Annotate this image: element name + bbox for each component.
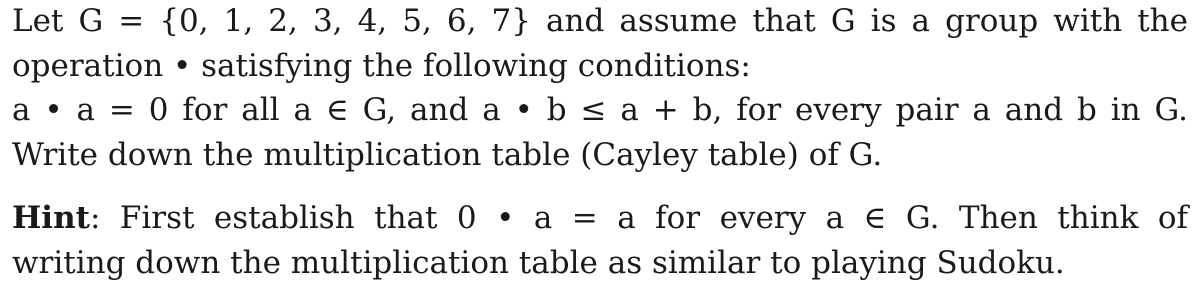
hint-line-1 bbox=[12, 200, 1188, 236]
hint-label: Hint bbox=[12, 200, 90, 236]
problem-line-1: Let G = {0, 1, 2, 3, 4, 5, 6, 7} and assume that G is a group with the bbox=[12, 3, 1188, 39]
hint-line-1-text: : First establish that 0 • a = a for every a ∈ G. Then think of bbox=[89, 200, 1188, 236]
problem-line-4: Write down the multiplication table (Cayley table) of G. bbox=[12, 137, 883, 173]
problem-line-3: a • a = 0 for all a ∈ G, and a • b ≤ a + b, for every pair a and b in G. bbox=[12, 92, 1188, 128]
hint-line-2: writing down the multiplication table as similar to playing Sudoku. bbox=[12, 245, 1065, 281]
problem-line-2: operation • satisfying the following conditions: bbox=[12, 48, 751, 84]
